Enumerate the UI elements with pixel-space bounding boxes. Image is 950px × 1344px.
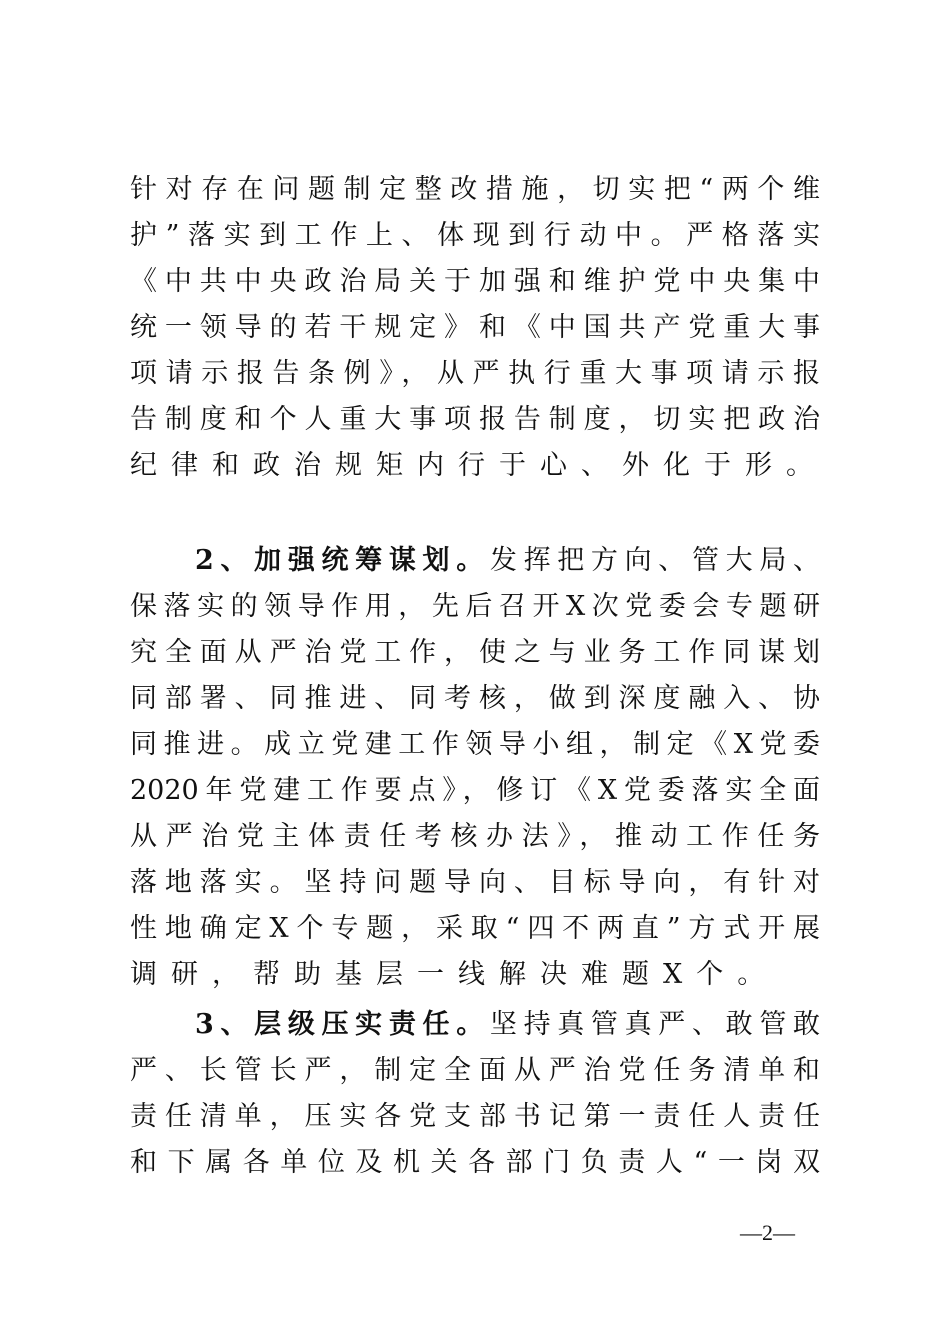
paragraph-first-line [195, 1002, 820, 1048]
body-text-line: 究全面从严治党工作，使之与业务工作同谋划 [130, 637, 820, 668]
body-text-line: 2020年党建工作要点》，修订《X党委落实全面 [130, 775, 820, 806]
body-text-line: 同部署、同推进、同考核，做到深度融入、协 [130, 683, 820, 714]
body-text-line: 告制度和个人重大事项报告制度，切实把政治 [130, 404, 820, 435]
page-number: —2— [740, 1220, 795, 1245]
body-text-line: 性地确定X个专题，采取“四不两直”方式开展 [130, 913, 820, 944]
body-text-line: 统一领导的若干规定》和《中国共产党重大事 [130, 312, 820, 343]
section-heading: 3、层级压实责任。 [195, 1009, 490, 1040]
body-text-line: 责任清单，压实各党支部书记第一责任人责任 [130, 1101, 820, 1132]
section-heading: 2、加强统筹谋划。 [195, 545, 490, 576]
body-text-line: 从严治党主体责任考核办法》，推动工作任务 [130, 821, 820, 852]
body-text: 坚持真管真严、敢管敢 [489, 1009, 820, 1040]
body-text-line: 针对存在问题制定整改措施，切实把“两个维 [130, 174, 820, 205]
body-text-line: 项请示报告条例》，从严执行重大事项请示报 [130, 358, 820, 389]
body-text-line: 保落实的领导作用，先后召开X次党委会专题研 [130, 591, 820, 622]
body-text-line: 和下属各单位及机关各部门负责人“一岗双 [130, 1147, 820, 1178]
paragraph-first-line [195, 538, 820, 584]
body-text-line: 《中共中央政治局关于加强和维护党中央集中 [130, 266, 820, 297]
body-text-line: 落地落实。坚持问题导向、目标导向，有针对 [130, 867, 820, 898]
body-text: 发挥把方向、管大局、 [489, 545, 820, 576]
body-text-line: 严、长管长严，制定全面从严治党任务清单和 [130, 1055, 820, 1086]
body-text-line: 同推进。成立党建工作领导小组，制定《X党委 [130, 729, 820, 760]
body-text-line: 纪律和政治规矩内行于心、外化于形。 [130, 450, 827, 481]
body-text-line: 调研，帮助基层一线解决难题X个。 [130, 959, 779, 990]
body-text-line: 护”落实到工作上、体现到行动中。严格落实 [130, 220, 820, 251]
